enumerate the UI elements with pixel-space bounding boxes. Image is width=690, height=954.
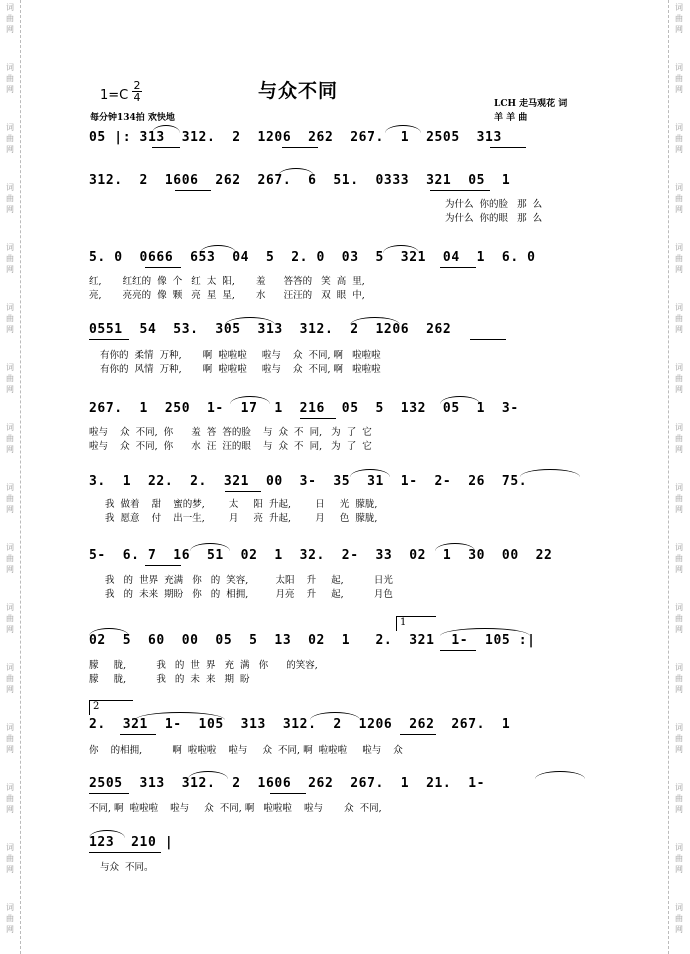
- watermark-text: 词 曲 网: [6, 183, 14, 214]
- watermark-text: 词 曲 网: [6, 603, 14, 634]
- slur: [230, 396, 270, 404]
- slur: [310, 712, 360, 720]
- slur: [152, 125, 180, 133]
- time-signature: [132, 80, 142, 103]
- watermark-text: 词 曲 网: [6, 663, 14, 694]
- song-title: 与众不同: [258, 80, 339, 102]
- slur: [440, 396, 480, 404]
- watermark-text: 词 曲 网: [6, 903, 14, 934]
- beam-underline: [89, 852, 161, 853]
- left-watermark-strip: [0, 0, 21, 954]
- beam-underline: [89, 339, 129, 340]
- slur: [385, 125, 421, 133]
- beam-underline: [145, 267, 181, 268]
- watermark-text: 词 曲 网: [675, 3, 683, 34]
- meter-bottom: 4: [133, 91, 141, 104]
- lyric-line: 啦与 众 不同, 你 水 汪 汪的眼 与 众 不 同, 为 了 它: [89, 441, 372, 452]
- lyric-line: 有你的 柔情 万种, 啊 啦啦啦 啦与 众 不同, 啊 啦啦啦: [100, 350, 381, 361]
- lyric-line: 亮, 亮亮的 像 颗 亮 星 星, 水 汪汪的 双 眼 中,: [89, 290, 365, 301]
- watermark-text: 词 曲 网: [6, 363, 14, 394]
- slur: [89, 830, 125, 838]
- volta-first-ending: 1: [396, 616, 436, 631]
- right-watermark-strip: [668, 0, 689, 954]
- notation-line-9: 2. 321 1- 105 313 312. 2 1206 262 267. 1: [89, 717, 511, 732]
- watermark-text: 词 曲 网: [6, 783, 14, 814]
- watermark-text: 词 曲 网: [675, 603, 683, 634]
- slur: [535, 771, 585, 779]
- slur: [440, 628, 530, 636]
- watermark-text: 词 曲 网: [6, 723, 14, 754]
- watermark-text: 词 曲 网: [6, 3, 14, 34]
- beam-underline: [120, 734, 156, 735]
- beam-underline: [270, 793, 306, 794]
- notation-line-11: 123 210 |: [89, 835, 174, 850]
- watermark-text: 词 曲 网: [675, 663, 683, 694]
- watermark-text: 词 曲 网: [675, 723, 683, 754]
- notation-line-7: 5- 6. 7 16 51 02 1 32. 2- 33 02 1 30 00 22: [89, 548, 553, 563]
- watermark-text: 词 曲 网: [675, 363, 683, 394]
- lyric-line: 你 的相拥, 啊 啦啦啦 啦与 众 不同, 啊 啦啦啦 啦与 众: [89, 745, 403, 756]
- watermark-text: 词 曲 网: [675, 303, 683, 334]
- slur: [188, 771, 228, 779]
- beam-underline: [400, 734, 436, 735]
- beam-underline: [225, 491, 261, 492]
- lyric-line: 为什么 你的眼 那 么: [445, 213, 543, 224]
- beam-underline: [89, 793, 129, 794]
- lyric-line: 我 做着 甜 蜜的梦, 太 阳 升起, 日 光 朦胧,: [105, 499, 378, 510]
- beam-underline: [440, 650, 476, 651]
- beam-underline: [282, 147, 318, 148]
- lyric-line: 与众 不同。: [100, 862, 154, 873]
- watermark-text: 词 曲 网: [675, 483, 683, 514]
- beam-underline: [440, 267, 476, 268]
- watermark-text: 词 曲 网: [6, 843, 14, 874]
- watermark-text: 词 曲 网: [675, 843, 683, 874]
- watermark-text: 词 曲 网: [675, 123, 683, 154]
- watermark-text: 词 曲 网: [6, 543, 14, 574]
- notation-line-3: 5. 0 0666 653 04 5 2. 0 03 5 321 04 1 6. 0: [89, 250, 536, 265]
- slur: [435, 543, 475, 551]
- beam-underline: [430, 190, 490, 191]
- lyric-line: 我 的 世界 充满 你 的 笑容, 太阳 升 起, 日光: [105, 575, 393, 586]
- watermark-text: 词 曲 网: [6, 423, 14, 454]
- lyric-line: 不同, 啊 啦啦啦 啦与 众 不同, 啊 啦啦啦 啦与 众 不同,: [89, 803, 382, 814]
- slur: [190, 543, 230, 551]
- slur: [89, 628, 129, 636]
- notation-line-2: 312. 2 1606 262 267. 6 51. 0333 321 05 1: [89, 173, 511, 188]
- tempo-marking: 每分钟134拍 欢快地: [90, 113, 175, 123]
- slur: [520, 469, 580, 477]
- notation-line-1: 05 |: 313 312. 2 1206 262 267. 1 2505 313: [89, 130, 502, 145]
- watermark-text: 词 曲 网: [675, 543, 683, 574]
- lyric-line: 我 的 未来 期盼 你 的 相拥, 月亮 升 起, 月色: [105, 589, 393, 600]
- composer-credit: 羊 羊 曲: [494, 113, 528, 123]
- watermark-text: 词 曲 网: [6, 123, 14, 154]
- slur: [350, 317, 400, 325]
- beam-underline: [490, 147, 526, 148]
- lyric-line: 为什么 你的脸 那 么: [445, 199, 543, 210]
- lyric-line: 有你的 风情 万种, 啊 啦啦啦 啦与 众 不同, 啊 啦啦啦: [100, 364, 381, 375]
- beam-underline: [152, 147, 180, 148]
- watermark-text: 词 曲 网: [675, 183, 683, 214]
- lyricist-credit: LCH 走马观花 词: [494, 99, 568, 109]
- notation-line-6: 3. 1 22. 2. 321 00 3- 35 31 1- 2- 26 75.: [89, 474, 528, 489]
- watermark-text: 词 曲 网: [675, 783, 683, 814]
- notation-line-8: 02 5 60 00 05 5 13 02 1 2. 321 1- 105 :|: [89, 633, 536, 648]
- watermark-text: 词 曲 网: [6, 483, 14, 514]
- watermark-text: 词 曲 网: [6, 243, 14, 274]
- lyric-line: 我 愿意 付 出一生, 月 亮 升起, 月 色 朦胧,: [105, 513, 378, 524]
- notation-line-10: 2505 313 312. 2 1606 262 267. 1 21. 1-: [89, 776, 486, 791]
- key-signature: 1=C: [100, 88, 129, 103]
- slur: [225, 317, 275, 325]
- watermark-text: 词 曲 网: [675, 63, 683, 94]
- meter-top: 2: [133, 79, 141, 92]
- slur: [135, 712, 225, 720]
- slur: [278, 168, 314, 176]
- watermark-text: 词 曲 网: [675, 903, 683, 934]
- watermark-text: 词 曲 网: [6, 303, 14, 334]
- beam-underline: [470, 339, 506, 340]
- notation-line-4: 0551 54 53. 305 313 312. 2 1206 262: [89, 322, 452, 337]
- lyric-line: 红, 红红的 像 个 红 太 阳, 羞 答答的 笑 高 里,: [89, 276, 365, 287]
- lyric-line: 朦 胧, 我 的 世 界 充 满 你 的笑容,: [89, 660, 318, 671]
- watermark-text: 词 曲 网: [675, 423, 683, 454]
- volta-second-ending: 2: [89, 700, 133, 715]
- beam-underline: [145, 565, 181, 566]
- slur: [200, 245, 236, 253]
- slur: [350, 469, 390, 477]
- watermark-text: 词 曲 网: [675, 243, 683, 274]
- slur: [383, 245, 419, 253]
- lyric-line: 朦 胧, 我 的 未 来 期 盼: [89, 674, 250, 685]
- lyric-line: 啦与 众 不同, 你 羞 答 答的脸 与 众 不 同, 为 了 它: [89, 427, 372, 438]
- watermark-text: 词 曲 网: [6, 63, 14, 94]
- notation-line-5: 267. 1 250 1- 17 1 216 05 5 132 05 1 3-: [89, 401, 519, 416]
- beam-underline: [175, 190, 211, 191]
- beam-underline: [300, 418, 336, 419]
